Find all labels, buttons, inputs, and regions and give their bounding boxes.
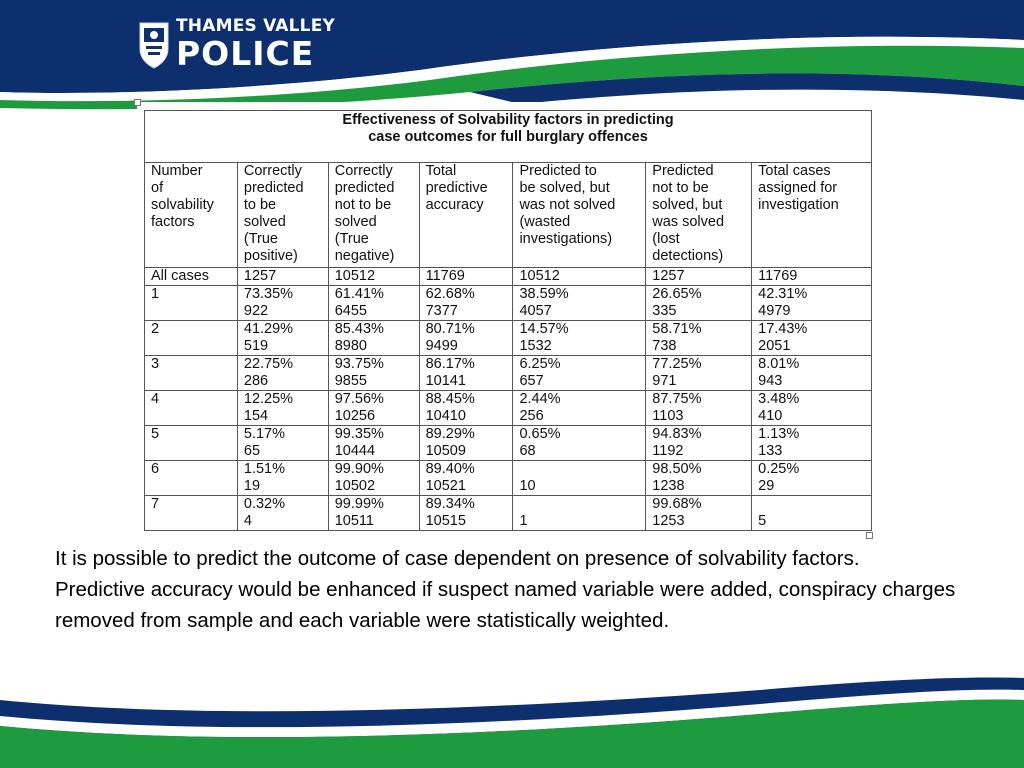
table-cell [419,496,513,531]
table-cell: 1257 [237,268,328,286]
cell-count: 1 [519,513,528,529]
row-label-factor-count: 1 [145,286,238,321]
header-cell-line: accuracy [425,197,484,213]
cell-percentage [758,496,865,513]
cell-percentage: 77.25% [652,356,702,372]
cell-count: 10521 [425,478,466,494]
cell-count: 10515 [425,513,466,529]
table-cell [752,391,872,426]
cell-count: 10509 [425,443,466,459]
cell-percentage: 5.17% [243,426,285,442]
table-cell [513,426,646,461]
table-cell [646,426,752,461]
table-cell [237,286,328,321]
table-cell [328,286,419,321]
table-cell [752,286,872,321]
table-cell [328,461,419,496]
caption-paragraph-2: Predictive accuracy would be enhanced if suspect named variable were added, conspiracy charges removed from sample and each variable were statistically weighted. [55,578,956,632]
header-cell-5 [646,163,752,268]
header-cell-line: of [151,180,164,196]
table-row [145,286,872,321]
cell-percentage: 38.59% [519,286,569,302]
header-cell-line: assigned for [758,180,838,196]
header-cell-line: not to be [334,197,392,213]
solvability-table [144,110,872,531]
cell-percentage: 58.71% [652,321,702,337]
cell-percentage: 61.41% [334,286,384,302]
table-row-all-cases [145,268,872,286]
table-cell [419,286,513,321]
table-cell [513,461,646,496]
header-cell-line: Correctly [334,163,393,179]
cell-percentage: 80.71% [425,321,475,337]
header-cell-line: Total [425,163,457,179]
header-cell-line: detections) [652,248,724,264]
cell-percentage: 88.45% [425,391,475,407]
cell-percentage: 6.25% [519,356,561,372]
cell-count: 256 [519,408,544,424]
cell-count: 10 [519,478,536,494]
header-cell-line: investigations) [519,231,613,247]
cell-percentage: 41.29% [243,321,294,337]
cell-count: 971 [652,373,677,389]
table-cell [646,356,752,391]
table-cell [513,321,646,356]
cell-count: 1532 [519,338,552,354]
table-cell [237,391,328,426]
table-title-line-2: case outcomes for full burglary offences [368,129,648,145]
cell-count: 4979 [758,303,791,319]
header-cell-line: (wasted [519,214,571,230]
cell-percentage: 86.17% [425,356,475,372]
row-label-all-cases: All cases [145,268,238,286]
table-cell [237,356,328,391]
table-row [145,496,872,531]
cell-percentage [519,496,639,513]
cell-count: 154 [243,408,269,424]
cell-count: 1192 [652,443,684,459]
logo-text-police: POLICE [176,34,315,73]
cell-percentage: 0.25% [758,461,800,477]
cell-percentage: 0.65% [519,426,561,442]
table-cell [419,356,513,391]
header-cell-0 [145,163,238,268]
table-cell [513,496,646,531]
cell-percentage: 12.25% [243,391,294,407]
cell-count: 335 [652,303,677,319]
table-cell [752,426,872,461]
cell-percentage: 8.01% [758,356,800,372]
header-cell-line: (True [243,231,278,247]
cell-percentage: 94.83% [652,426,702,442]
cell-count: 10502 [334,478,376,494]
cell-count: 943 [758,373,783,389]
cell-count: 29 [758,478,775,494]
header-cell-line: Correctly [243,163,302,179]
table-row [145,426,872,461]
header-cell-1 [237,163,328,268]
cell-percentage: 98.50% [652,461,702,477]
cell-count: 1103 [652,408,684,424]
cell-count: 8980 [334,338,367,354]
table-cell [328,496,419,531]
table-cell: 10512 [328,268,419,286]
table-cell [419,426,513,461]
cell-percentage: 99.99% [334,496,384,512]
cell-count: 10410 [425,408,466,424]
cell-count: 10141 [425,373,466,389]
cell-count: 68 [519,443,536,459]
cell-count: 9499 [425,338,458,354]
cell-count: 922 [243,303,269,319]
header-cell-line: was not solved [519,197,616,213]
table-cell [237,321,328,356]
table-cell [752,461,872,496]
cell-percentage: 99.35% [334,426,384,442]
cell-count: 9855 [334,373,367,389]
cell-count: 10444 [334,443,376,459]
header-cell-line: predicted [243,180,304,196]
cell-percentage: 89.34% [425,496,475,512]
table-cell [646,391,752,426]
row-label-factor-count: 6 [145,461,238,496]
header-cell-line: solved [334,214,377,230]
table-cell [513,356,646,391]
table-cell: 10512 [513,268,646,286]
cell-count: 1253 [652,513,685,529]
table-cell: 1257 [646,268,752,286]
cell-percentage: 62.68% [425,286,475,302]
header-cell-3 [419,163,513,268]
thames-valley-police-logo [138,16,336,73]
header-cell-line: predictive [425,180,488,196]
cell-percentage: 93.75% [334,356,384,372]
header-cell-line: negative) [334,248,395,264]
header-cell-line: investigation [758,197,839,213]
solvability-table-frame [144,110,872,534]
header-cell-line: Total cases [758,163,831,179]
cell-percentage: 3.48% [758,391,800,407]
cell-percentage: 1.13% [758,426,800,442]
table-cell [328,391,419,426]
table-cell [419,391,513,426]
logo-text-thames-valley: THAMES VALLEY [176,16,336,36]
header-cell-line: solvability [151,197,214,213]
header-cell-line: Predicted to [519,163,597,179]
cell-count: 6455 [334,303,367,319]
table-row [145,321,872,356]
header-cell-line: factors [151,214,195,230]
row-label-factor-count: 4 [145,391,238,426]
table-cell [646,321,752,356]
header-cell-line: (lost [652,231,680,247]
header-cell-line: positive) [243,248,298,264]
cell-count: 10256 [334,408,376,424]
cell-percentage: 73.35% [243,286,294,302]
table-cell [328,426,419,461]
table-cell [237,496,328,531]
table-cell [752,356,872,391]
header-cell-line: Predicted [652,163,714,179]
cell-count: 738 [652,338,677,354]
header-cell-line: was solved [652,214,725,230]
police-crest-icon [138,19,170,69]
cell-percentage: 0.32% [243,496,285,512]
table-row [145,356,872,391]
header-cell-2 [328,163,419,268]
table-cell [752,496,872,531]
header-cell-line: predicted [334,180,395,196]
cell-count: 5 [758,513,767,529]
cell-count: 519 [243,338,269,354]
cell-percentage: 42.31% [758,286,808,302]
cell-percentage: 89.29% [425,426,475,442]
table-cell [237,426,328,461]
cell-percentage: 17.43% [758,321,808,337]
cell-count: 4057 [519,303,552,319]
cell-count: 10511 [334,513,374,529]
table-cell [513,391,646,426]
header-cell-line: Number [151,163,203,179]
table-cell [513,286,646,321]
table-cell [646,461,752,496]
row-label-factor-count: 7 [145,496,238,531]
cell-percentage: 99.68% [652,496,702,512]
resize-handle-top-left[interactable] [134,99,141,106]
row-label-factor-count: 3 [145,356,238,391]
cell-percentage: 97.56% [334,391,384,407]
table-cell [646,286,752,321]
table-cell [646,496,752,531]
cell-percentage: 26.65% [652,286,702,302]
table-cell: 11769 [419,268,513,286]
table-body [145,286,872,531]
header-cell-line: solved, but [652,197,723,213]
table-cell [419,461,513,496]
table-cell [419,321,513,356]
cell-count: 7377 [425,303,458,319]
table-header-row [145,163,872,268]
footer-banner [0,660,1024,768]
table-cell [237,461,328,496]
table-cell [328,321,419,356]
cell-count: 286 [243,373,269,389]
header-cell-6 [752,163,872,268]
table-row [145,391,872,426]
cell-count: 19 [243,478,261,494]
cell-percentage: 1.51% [243,461,285,477]
header-cell-line: not to be [652,180,709,196]
table-cell [328,356,419,391]
header-cell-line: solved [243,214,286,230]
table-title-line-1: Effectiveness of Solvability factors in predicting [342,112,674,128]
cell-count: 65 [243,443,261,459]
cell-percentage [519,461,639,478]
cell-count: 410 [758,408,783,424]
table-cell: 11769 [752,268,872,286]
cell-percentage: 99.90% [334,461,384,477]
table-row [145,461,872,496]
cell-percentage: 22.75% [243,356,294,372]
cell-count: 1238 [652,478,685,494]
row-label-factor-count: 5 [145,426,238,461]
row-label-factor-count: 2 [145,321,238,356]
cell-count: 133 [758,443,783,459]
solvability-table-image [137,102,883,536]
header-cell-line: to be [243,197,277,213]
slide-caption [55,543,985,636]
cell-count: 2051 [758,338,791,354]
cell-percentage: 87.75% [652,391,702,407]
header-cell-line: be solved, but [519,180,610,196]
cell-count: 657 [519,373,544,389]
header-cell-4 [513,163,646,268]
cell-percentage: 2.44% [519,391,561,407]
caption-paragraph-1: It is possible to predict the outcome of case dependent on presence of solvability factors. [55,547,860,570]
table-cell [752,321,872,356]
cell-percentage: 14.57% [519,321,569,337]
header-cell-line: (True [334,231,369,247]
cell-percentage: 85.43% [334,321,384,337]
cell-percentage: 89.40% [425,461,475,477]
table-title [145,111,872,163]
cell-count: 4 [243,513,252,529]
